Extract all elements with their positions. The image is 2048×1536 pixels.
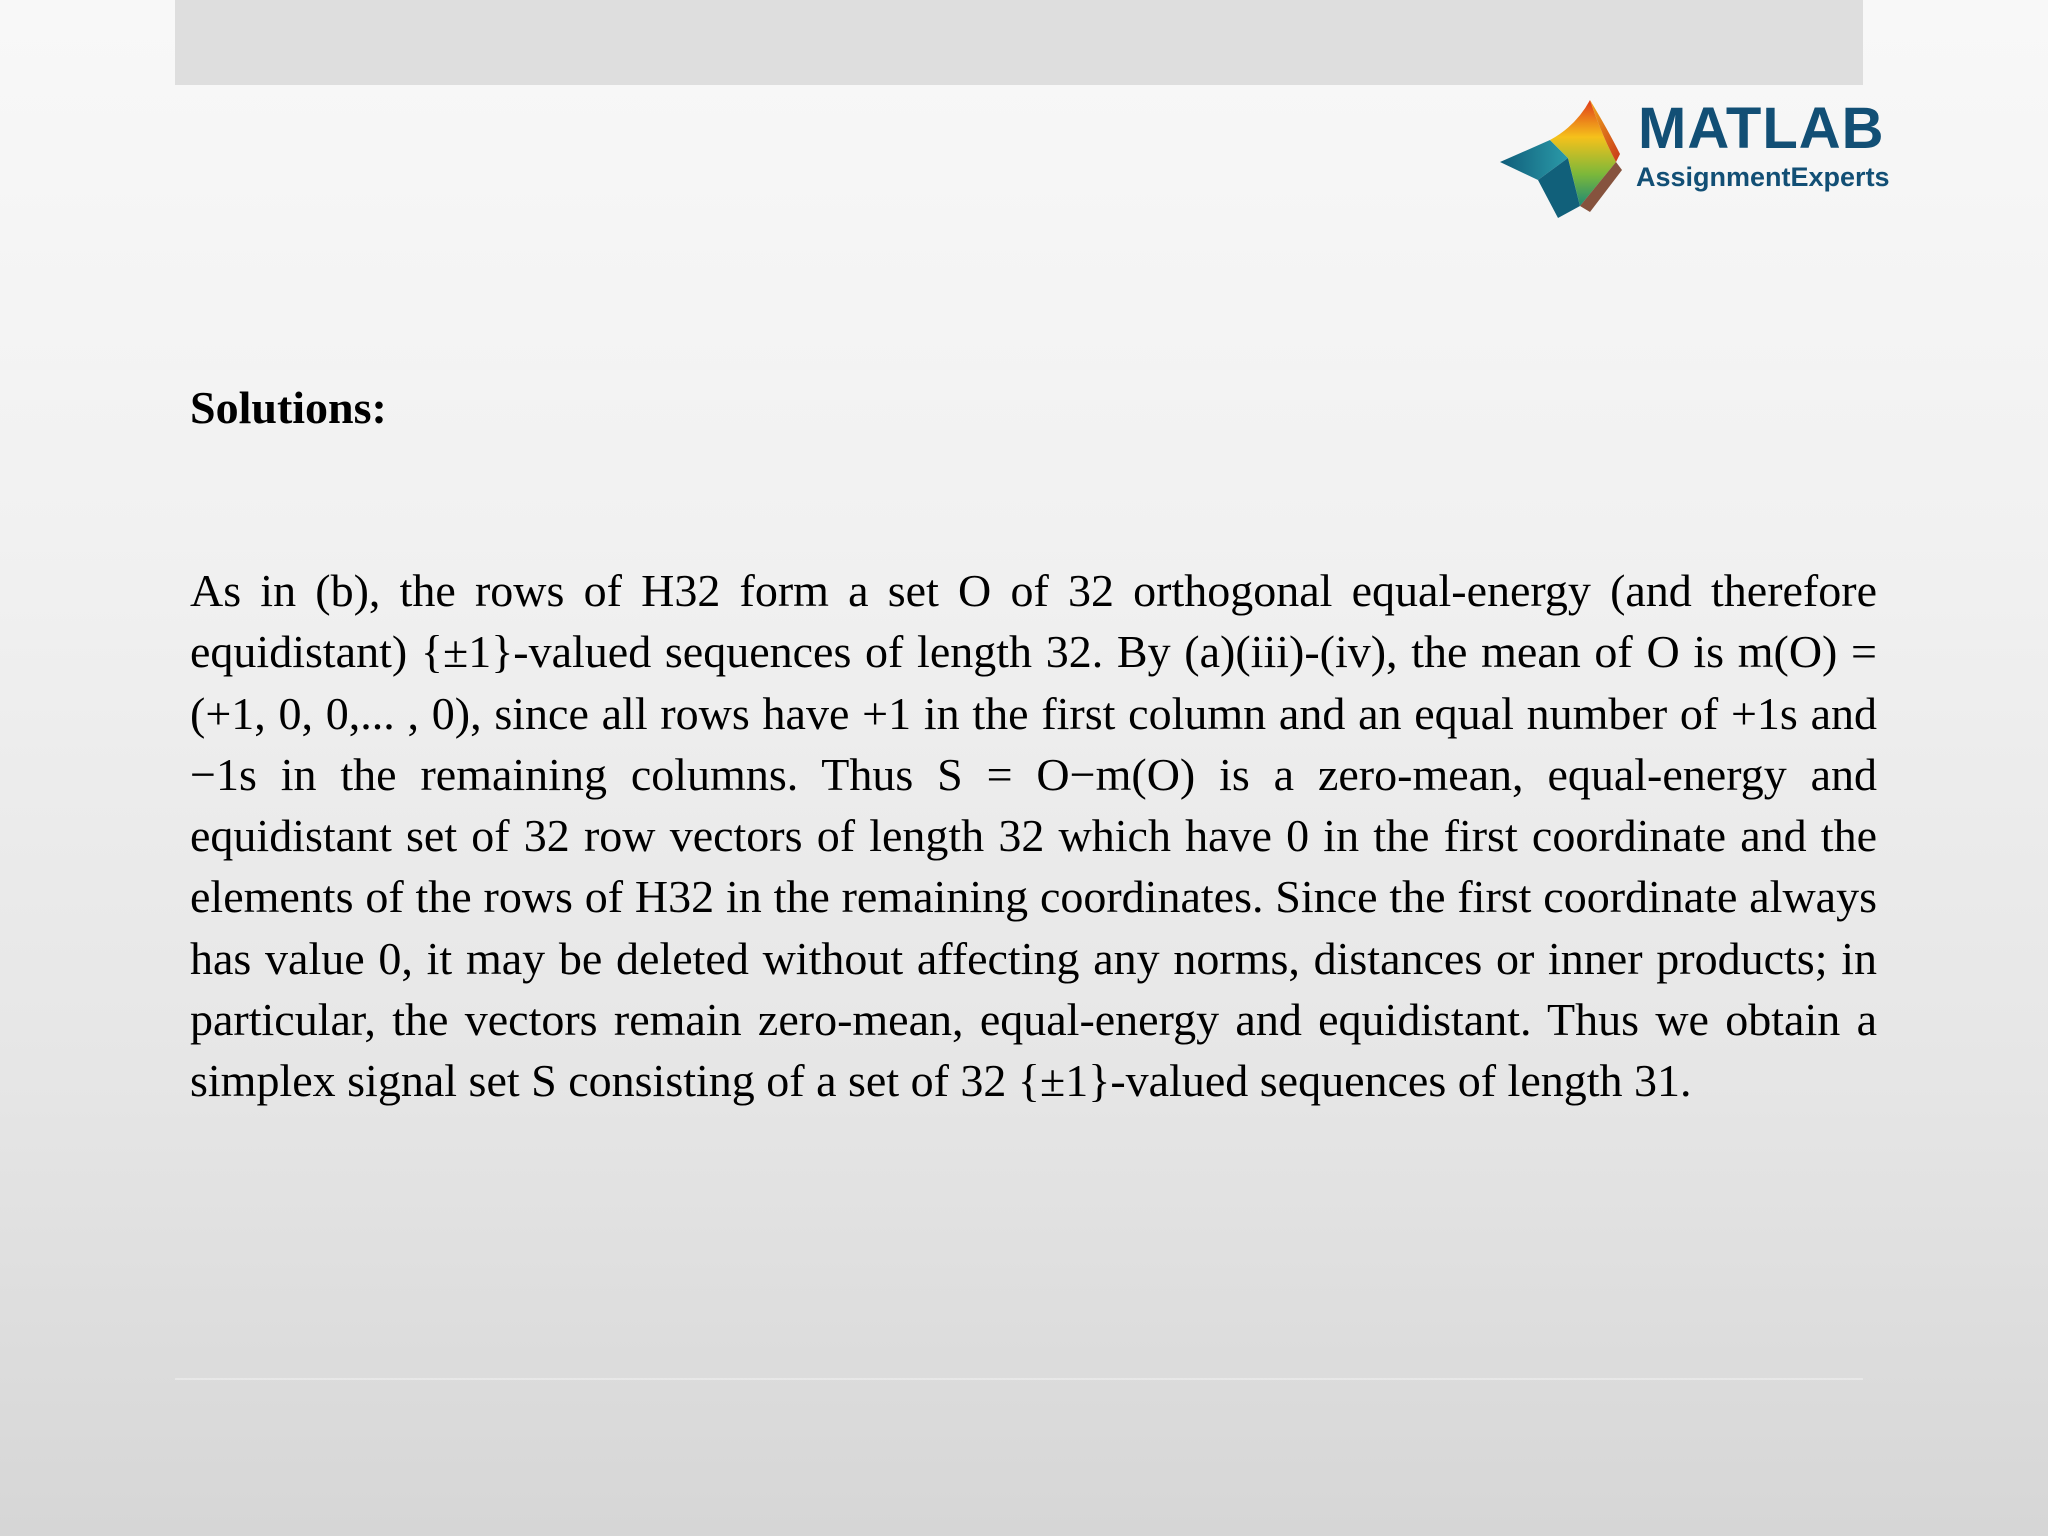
matlab-logo	[1498, 94, 1890, 220]
solution-paragraph: As in (b), the rows of H32 form a set O of 32 orthogonal equal-energy (and therefore equidistant) {±1}-valued sequences of length 32. By (a)(iii)-(iv), the mean of O is m(O) = (+1, 0, 0,... , 0), since all rows have +1 in the first column and an equal number of +1s and −1s in the remaining columns. Thus S = O−m(O) is a zero-mean, equal-energy and equidistant set of 32 row vectors of length 32 which have 0 in the first coordinate and the elements of the rows of H32 in the remaining coordinates. Since the first coordinate always has value 0, it may be deleted without affecting any norms, distances or inner products; in particular, the vectors remain zero-mean, equal-energy and equidistant. Thus we obtain a simplex signal set S consisting of a set of 32 {±1}-valued sequences of length 31.	[190, 565, 1877, 1107]
logo-subtitle: AssignmentExperts	[1636, 162, 1890, 192]
header-band	[175, 0, 1863, 85]
matlab-membrane-icon	[1498, 96, 1648, 218]
footer-divider	[175, 1378, 1863, 1380]
solutions-heading: Solutions:	[190, 382, 387, 433]
logo-title: MATLAB	[1638, 96, 1885, 161]
